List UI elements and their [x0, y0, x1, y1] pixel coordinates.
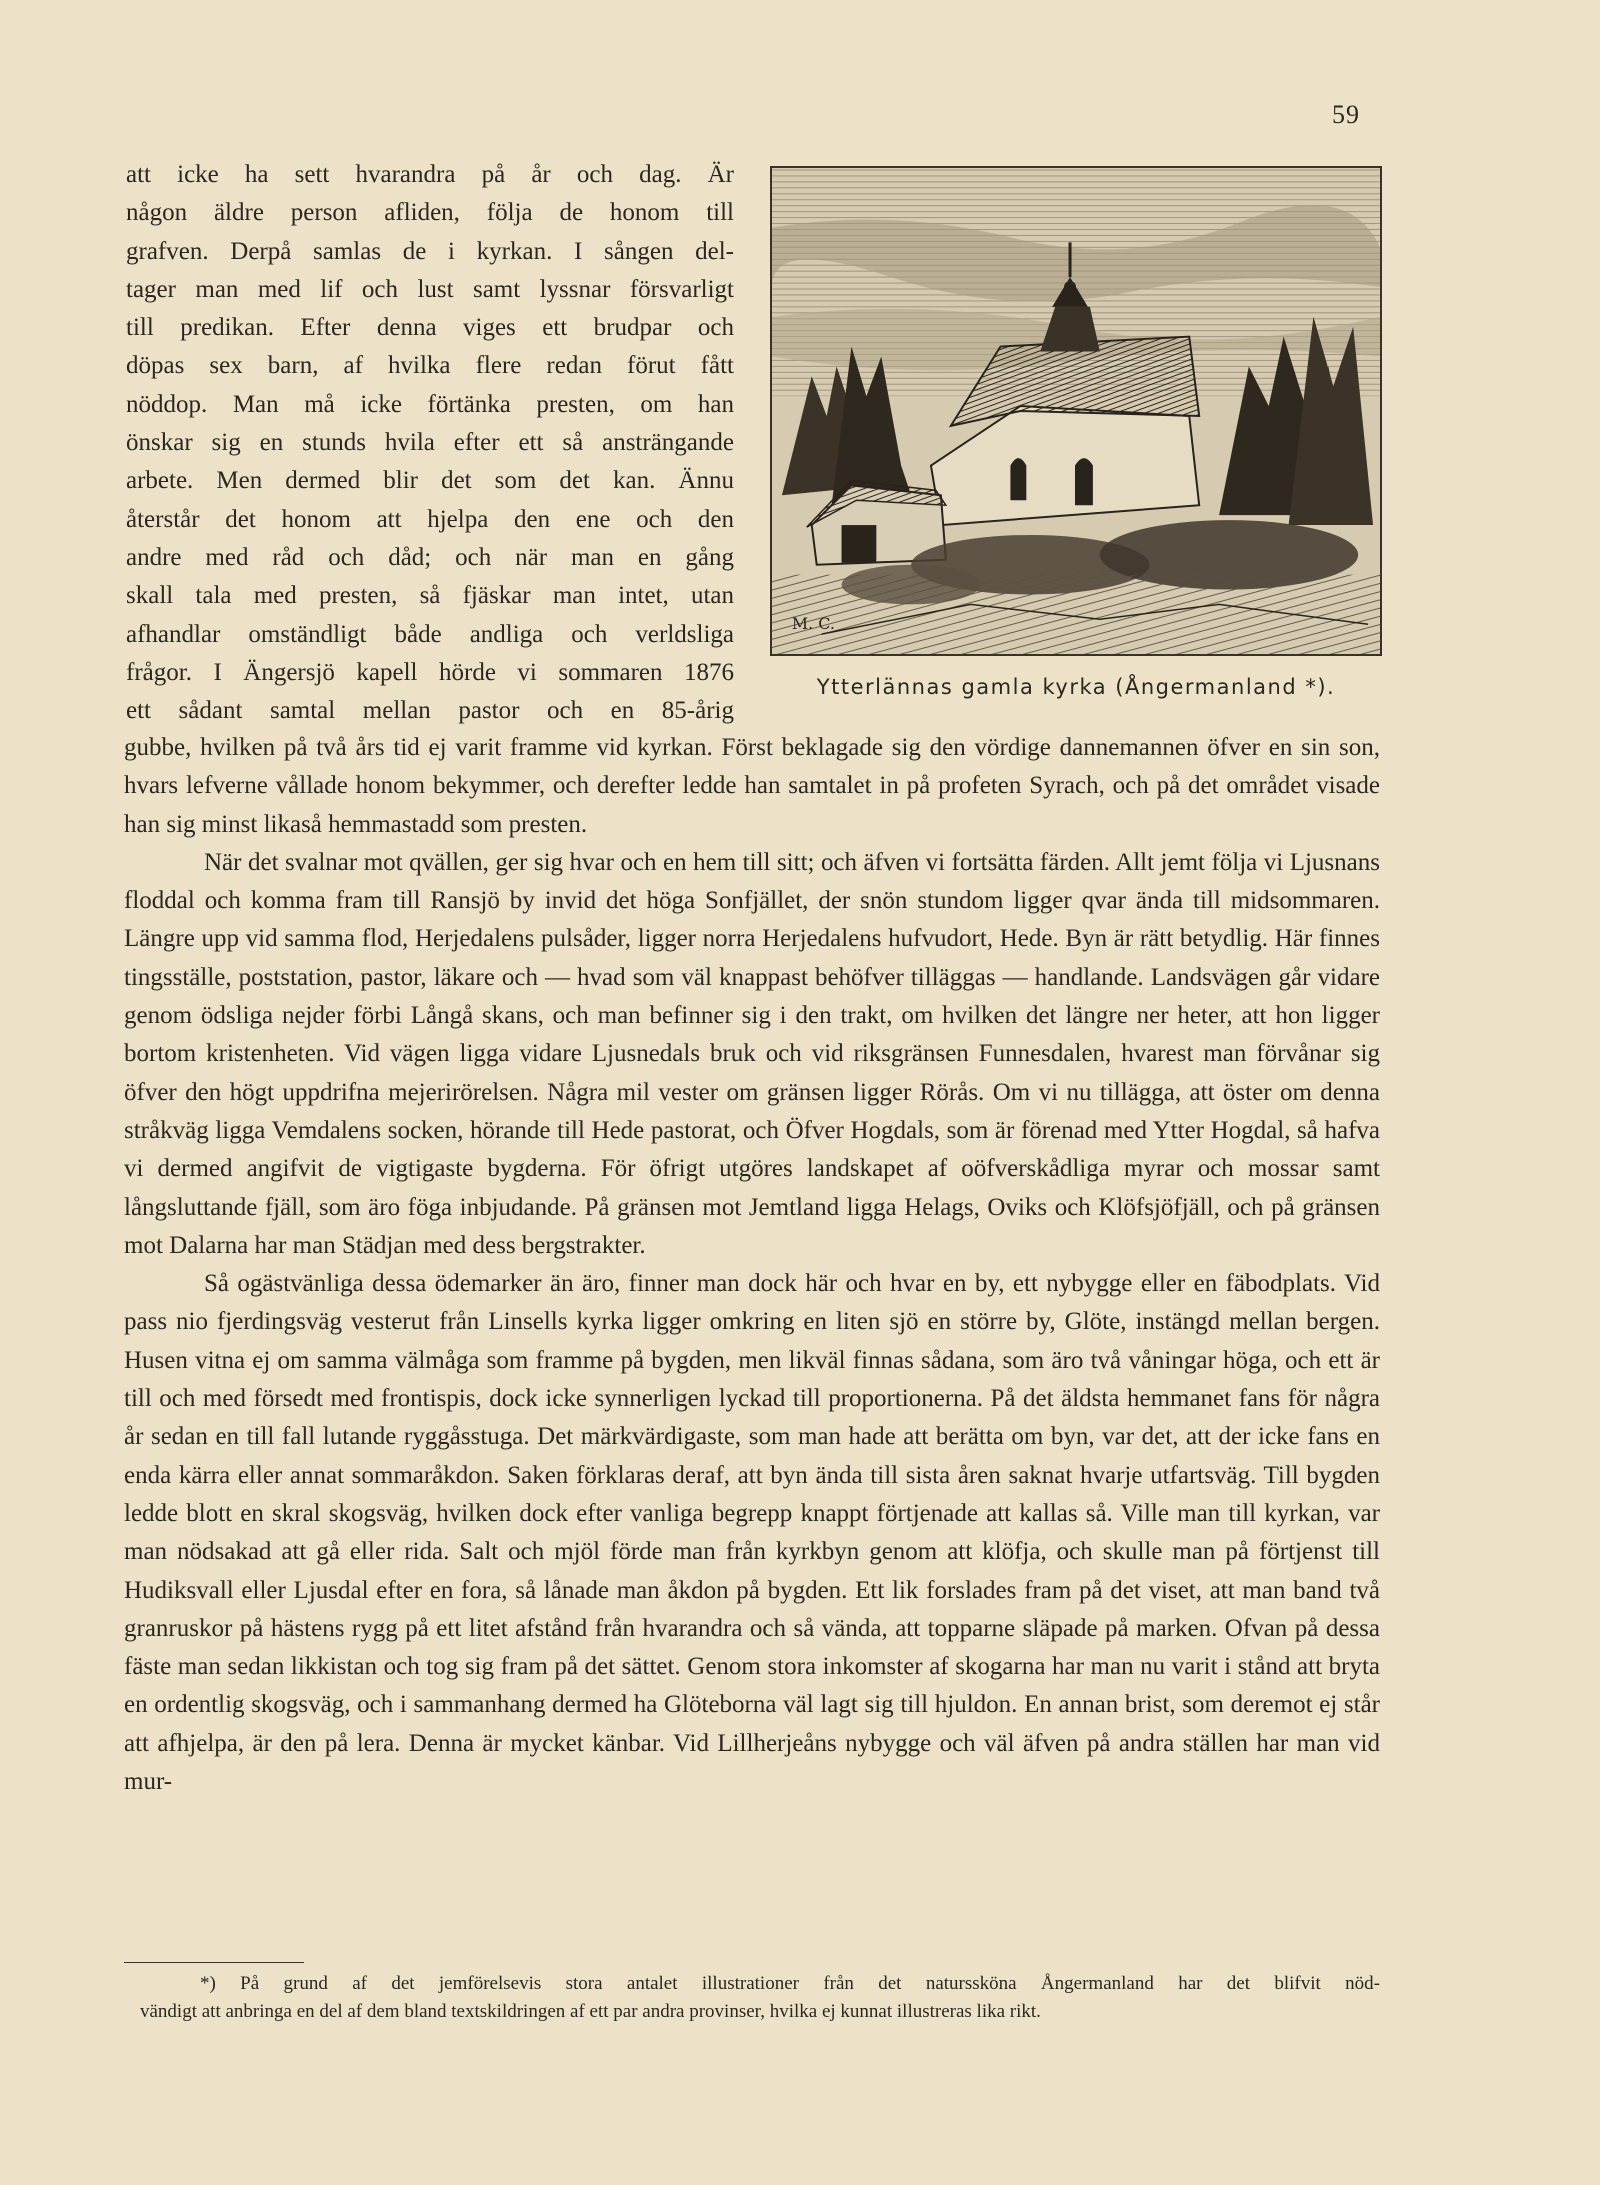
- text-line: ett sådant samtal mellan pastor och en 85-årig: [126, 697, 734, 725]
- body-text: [124, 729, 1380, 1801]
- text-line: nöddop. Man må icke förtänka presten, om han: [126, 390, 734, 418]
- footnote-line: vändigt att anbringa en del af dem bland textskildringen af ett par andra provinser, hvilka ej kunnat illustreras lika rikt.: [140, 2001, 1041, 2022]
- figure-caption: Ytterlännas gamla kyrka (Ångermanland *).: [816, 675, 1336, 699]
- footnote-rule: [124, 1962, 304, 1963]
- text-line: andre med råd och dåd; och när man en gång: [126, 543, 734, 571]
- paragraph: När det svalnar mot qvällen, ger sig hvar och en hem till sitt; och äfven vi fortsätta färden. Allt jemt följa vi Ljusnans floddal och komma fram till Ransjö by invid det höga Sonfjället, der snön stundom ligger qvar ända till midsommaren. Längre upp vid samma flod, Herjedalens pulsåder, ligger norra Herjedalens hufvudort, Hede. Byn är rätt betydlig. Här finnes tingsställe, poststation, pastor, läkare och — hvad som väl knappast behöfver tilläggas — handlande. Landsvägen går vidare genom ödsliga nejder förbi Långå skans, och man befinner sig i den trakt, om hvilken det längre ner heter, att hon ligger bortom kristenheten. Vid vägen ligga vidare Ljusnedals bruk och vid riksgränsen Funnesdalen, hvarest man förvånar sig öfver den högt uppdrifna mejerirörelsen. Några mil vester om gränsen ligger Rörås. Om vi nu tillägga, att öster om denna stråkväg ligga Vemdalens socken, hörande till Hede pastorat, och Öfver Hogdals, som är förenad med Ytter Hogdal, så hafva vi dermed angifvit de vigtigaste bygderna. För öfrigt utgöres landskapet af oöfverskådliga myrar och mossar samt långsluttande fjäll, som äro föga inbjudande. På gränsen mot Jemtland ligga Helags, Oviks och Klöfsjöfjäll, och på gränsen mot Dalarna har man Städjan med dess bergstrakter.: [124, 848, 1380, 1259]
- church-illustration: [772, 168, 1380, 654]
- text-line: afhandlar omständligt både andliga och verldsliga: [126, 620, 734, 648]
- text-line: någon äldre person afliden, följa de honom till: [126, 199, 734, 227]
- text-line: frågor. I Ängersjö kapell hörde vi sommaren 1876: [126, 658, 734, 686]
- footnote: [124, 1970, 1380, 2026]
- text-line: skall tala med presten, så fjäskar man intet, utan: [126, 582, 734, 610]
- wrapped-text-block: [126, 156, 734, 730]
- text-line: grafven. Derpå samlas de i kyrkan. I sången del-: [126, 237, 734, 265]
- artist-signature: M. C.: [791, 614, 835, 634]
- paragraph: Så ogästvänliga dessa ödemarker än äro, finner man dock här och hvar en by, ett nybygge eller en fäbodplats. Vid pass nio fjerdingsväg vesterut från Linsells kyrka ligger omkring en liten sjö en större by, Glöte, instängd mellan bergen. Husen vitna ej om samma välmåga som framme på bygden, men likväl finnas sådana, som äro två våningar höga, och ett är till och med försedt med frontispis, dock icke synnerligen lyckad till proportionerna. På det äldsta hemmanet fans för några år sedan en till fall lutande ryggåsstuga. Det märkvärdigaste, som man hade att berätta om byn, var det, att der icke fans en enda kärra eller annat sommaråkdon. Saken förklaras deraf, att byn ända till sista åren saknat hvarje utfartsväg. Till bygden ledde blott en skral skogsväg, hvilken dock efter vanliga begrepp knappt förtjenade att kallas så. Ville man till kyrkan, var man nödsakad att gå eller rida. Salt och mjöl förde man från kyrkbyn genom att klöfja, och skulle man på förtjenst till Hudiksvall eller Ljusdal efter en fora, så lånade man åkdon på bygden. Ett lik forslades fram på det viset, att man band två granruskor på hästens rygg på ett litet afstånd från hvarandra och så vända, att topparne släpade på marken. Ofvan på dessa fäste man sedan likkistan och tog sig fram på det sättet. Genom stora inkomster af skogarna har man nu varit i stånd att bryta en ordentlig skogsväg, och i sammanhang dermed ha Glöteborna väl lagt sig till hjuldon. En annan brist, som deremot ej står att afhjelpa, är den på lera. Denna är mycket känbar. Vid Lillherjeåns nybygge och väl äfven på andra ställen har man vid mur-: [124, 1270, 1380, 1796]
- text-line: arbete. Men dermed blir det som det kan. Ännu: [126, 467, 734, 495]
- page-number: 59: [1332, 100, 1360, 129]
- text-line: tager man med lif och lust samt lyssnar försvarligt: [126, 275, 734, 303]
- text-line: döpas sex barn, af hvilka flere redan förut fått: [126, 352, 734, 380]
- paragraph: gubbe, hvilken på två års tid ej varit framme vid kyrkan. Först beklagade sig den vördige dannemannen öfver en sin son, hvars lefverne vållade honom bekymmer, och derefter ledde han samtalet in på profeten Syrach, och på det området visade han sig minst likaså hemmastadd som presten.: [124, 734, 1380, 838]
- text-line: till predikan. Efter denna viges ett brudpar och: [126, 314, 734, 342]
- text-line: återstår det honom att hjelpa den ene och den: [126, 505, 734, 533]
- church-engraving: [770, 166, 1382, 656]
- text-line: att icke ha sett hvarandra på år och dag. Är: [126, 161, 734, 188]
- text-line: önskar sig en stunds hvila efter ett så ansträngande: [126, 429, 734, 457]
- footnote-line: *) På grund af det jemförelsevis stora antalet illustrationer från det naturssköna Ångermanland har det blifvit nöd-: [200, 1973, 1380, 1994]
